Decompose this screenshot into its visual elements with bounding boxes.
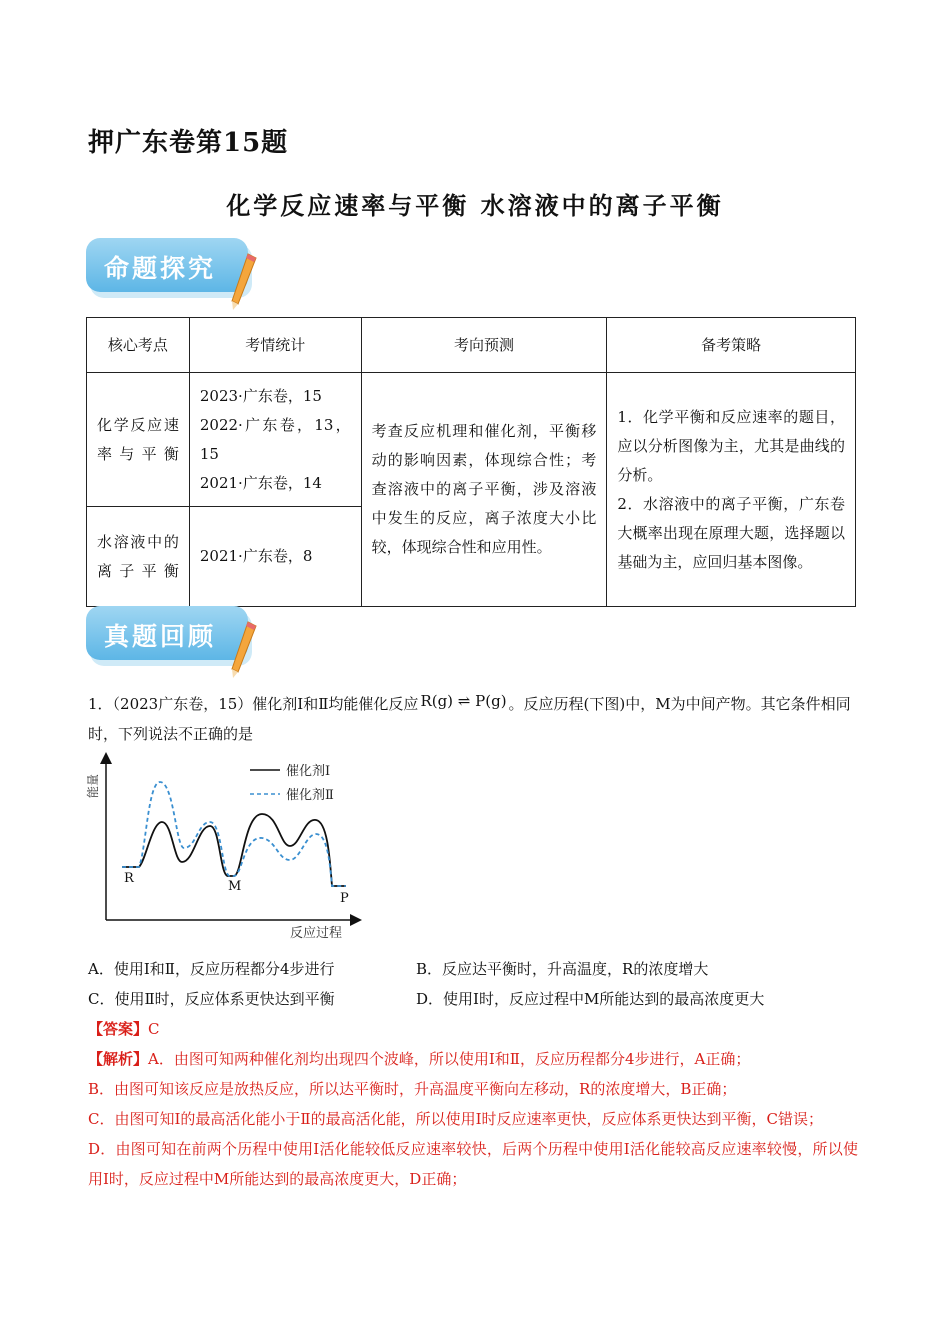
- option-a: A．使用Ⅰ和Ⅱ，反应历程都分4步进行: [88, 960, 335, 978]
- strategy-text-2: 2．水溶液中的离子平衡，广东卷大概率出现在原理大题，选择题以基础为主，应回归基本图像。: [617, 494, 845, 571]
- pencil-icon: [226, 620, 258, 680]
- table-cell-stats: [189, 507, 361, 607]
- options-row-2: [88, 984, 858, 1014]
- page-title: 押广东卷第15题: [88, 128, 289, 158]
- badge-label: 命题探究: [104, 254, 217, 283]
- analysis-tag: 【解析】: [88, 1050, 149, 1068]
- badge-label: 真题回顾: [104, 622, 217, 651]
- reaction-equation: R(g) ⇌ P(g): [420, 692, 507, 710]
- topic-text: 水溶液中的离子平衡: [97, 532, 179, 580]
- option-c: C．使用Ⅱ时，反应体系更快达到平衡: [88, 990, 335, 1008]
- table-header: 考情统计: [189, 318, 361, 373]
- y-axis-label: 能量: [86, 773, 100, 799]
- analysis-line-d: D．由图可知在前两个历程中使用Ⅰ活化能较低反应速率较快，后两个历程中使用Ⅰ活化能较高反应速率较慢，所以使用Ⅰ时，反应过程中M所能达到的最高浓度更大，D正确；: [88, 1140, 858, 1188]
- forecast-text: 考查反应机理和催化剂，平衡移动的影响因素，体现综合性；考查溶液中的离子平衡，涉及溶液中发生的反应，离子浓度大小比较，体现综合性和应用性。: [371, 422, 597, 556]
- x-axis-label: 反应过程: [289, 926, 343, 941]
- analysis-line-a: A．由图可知两种催化剂均出现四个波峰，所以使用Ⅰ和Ⅱ，反应历程都分4步进行，A正确；: [148, 1050, 751, 1068]
- stat-line: 2021·广东卷，8: [199, 547, 313, 565]
- table-cell-stats: [189, 373, 361, 507]
- table-cell-strategy: [607, 373, 856, 607]
- options-row-1: [88, 954, 858, 984]
- table-cell-topic: [87, 507, 190, 607]
- answer-tag: 【答案】: [88, 1020, 149, 1038]
- table-cell-forecast: [361, 373, 607, 607]
- analysis-line-c: C．由图可知Ⅰ的最高活化能小于Ⅱ的最高活化能，所以使用Ⅰ时反应速率更快，反应体系更快达到平衡，C错误；: [88, 1110, 824, 1128]
- label-m: M: [228, 879, 242, 894]
- page-subtitle: 化学反应速率与平衡 水溶液中的离子平衡: [226, 191, 724, 220]
- option-b: B．反应达平衡时，升高温度，R的浓度增大: [416, 960, 709, 978]
- legend-label-2: 催化剂Ⅱ: [286, 788, 334, 803]
- stat-line: 2023·广东卷，15: [199, 386, 322, 405]
- stem-part-a: 1．（2023广东卷，15）催化剂Ⅰ和Ⅱ均能催化反应: [88, 695, 419, 713]
- analysis-line-b: B．由图可知该反应是放热反应，所以达平衡时，升高温度平衡向左移动，R的浓度增大，B正确；: [88, 1080, 737, 1098]
- option-d: D．使用Ⅰ时，反应过程中M所能达到的最高浓度更大: [416, 990, 765, 1008]
- pencil-icon: [226, 252, 258, 312]
- strategy-text-1: 1．化学平衡和反应速率的题目，应以分析图像为主，尤其是曲线的分析。: [617, 407, 845, 484]
- energy-profile-figure: [84, 750, 374, 945]
- section-badge-explore: [86, 238, 264, 308]
- topic-text: 化学反应速率与平衡: [97, 415, 179, 463]
- question-stem: [88, 686, 858, 749]
- stat-line: 2022·广东卷，13，15: [199, 415, 351, 463]
- answer-line: [88, 1014, 858, 1044]
- table-cell-topic: [87, 373, 190, 507]
- table-header: 备考策略: [607, 318, 856, 373]
- label-r: R: [124, 871, 134, 886]
- analysis-block: [88, 1044, 858, 1194]
- table-header: 考向预测: [361, 318, 607, 373]
- section-badge-review: [86, 606, 264, 676]
- label-p: P: [340, 891, 349, 906]
- table-header: 核心考点: [87, 318, 190, 373]
- legend-label-1: 催化剂Ⅰ: [286, 764, 331, 779]
- exam-analysis-table: [86, 317, 856, 607]
- stat-line: 2021·广东卷，14: [199, 473, 322, 492]
- answer-value: C: [148, 1020, 160, 1038]
- stem-part-b: 。反应历程(下图)中，M为中间产物。其它条件相同时，下列说法不正确的是: [88, 695, 851, 743]
